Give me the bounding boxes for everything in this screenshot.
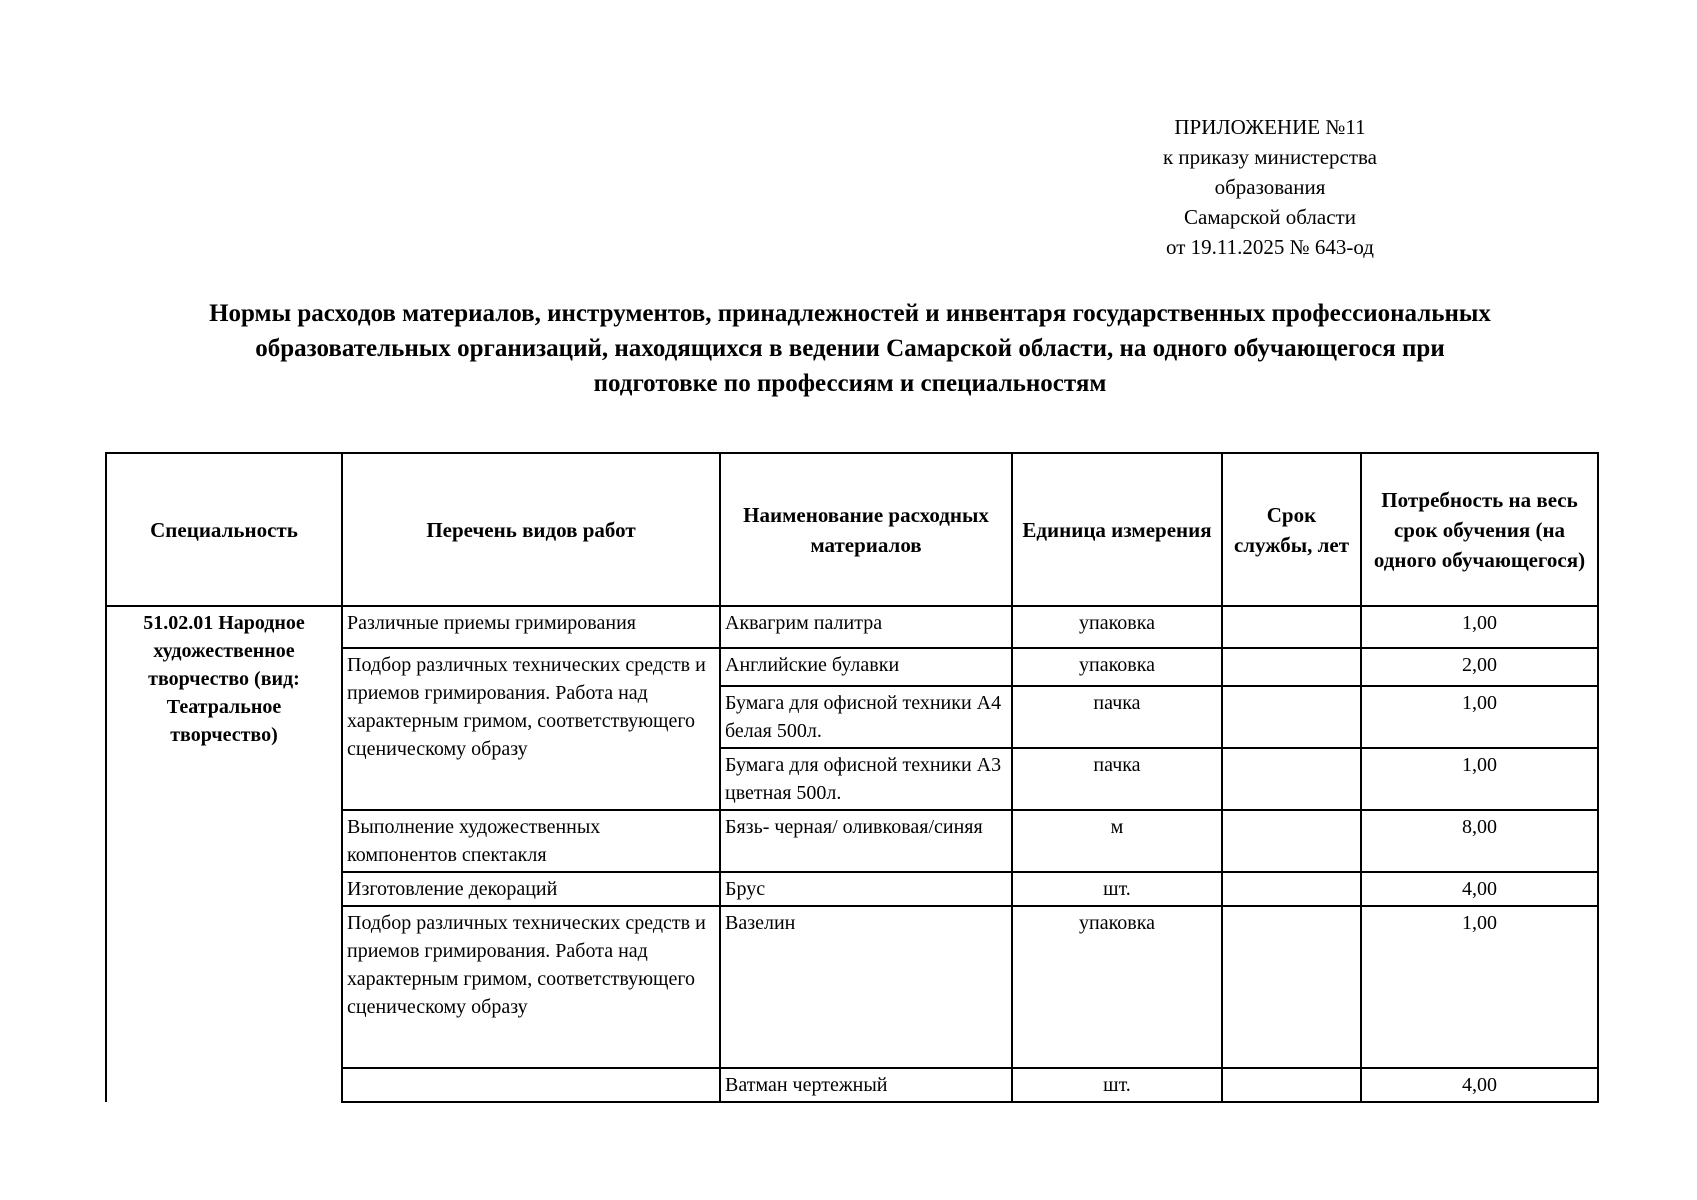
header-materials: Наименование расходных материалов bbox=[720, 453, 1012, 606]
works-cell: Выполнение художественных компонентов спектакля bbox=[342, 810, 720, 872]
need-cell: 1,00 bbox=[1361, 748, 1598, 810]
need-cell: 1,00 bbox=[1361, 606, 1598, 648]
unit-cell: упаковка bbox=[1012, 648, 1222, 686]
works-cell: Различные приемы гримирования bbox=[342, 606, 720, 648]
appendix-line: ПРИЛОЖЕНИЕ №11 bbox=[1174, 115, 1366, 139]
title-line: образовательных организаций, находящихся в ведении Самарской области, на одного обучающегося при bbox=[255, 335, 1445, 362]
table-row bbox=[106, 606, 1598, 648]
header-unit: Единица измерения bbox=[1012, 453, 1222, 606]
unit-cell: пачка bbox=[1012, 686, 1222, 748]
unit-cell: упаковка bbox=[1012, 606, 1222, 648]
header-need: Потребность на весь срок обучения (на одного обучающегося) bbox=[1361, 453, 1598, 606]
appendix-line: к приказу министерства bbox=[1162, 145, 1378, 169]
need-cell: 4,00 bbox=[1361, 872, 1598, 906]
material-cell: Английские булавки bbox=[720, 648, 1012, 686]
need-cell: 4,00 bbox=[1361, 1068, 1598, 1102]
works-cell: Изготовление декораций bbox=[342, 872, 720, 906]
need-cell: 2,00 bbox=[1361, 648, 1598, 686]
service-life-cell bbox=[1222, 906, 1361, 1068]
service-life-cell bbox=[1222, 606, 1361, 648]
title-line: Нормы расходов материалов, инструментов, принадлежностей и инвентаря государственных профессиональных bbox=[209, 300, 1491, 327]
appendix-line: от 19.11.2025 № 643-од bbox=[1166, 235, 1374, 259]
works-cell bbox=[342, 1068, 720, 1102]
service-life-cell bbox=[1222, 686, 1361, 748]
service-life-cell bbox=[1222, 810, 1361, 872]
material-cell: Бумага для офисной техники А3 цветная 500л. bbox=[720, 748, 1012, 810]
specialty-cell: 51.02.01 Народное художественное творчество (вид: Театральное творчество) bbox=[106, 606, 342, 1102]
service-life-cell bbox=[1222, 1068, 1361, 1102]
material-cell: Аквагрим палитра bbox=[720, 606, 1012, 648]
unit-cell: упаковка bbox=[1012, 906, 1222, 1068]
service-life-cell bbox=[1222, 872, 1361, 906]
unit-cell: шт. bbox=[1012, 1068, 1222, 1102]
need-cell: 1,00 bbox=[1361, 686, 1598, 748]
material-cell: Брус bbox=[720, 872, 1012, 906]
header-works: Перечень видов работ bbox=[342, 453, 720, 606]
appendix-line: Самарской области bbox=[1184, 205, 1356, 229]
norms-table bbox=[105, 452, 1599, 1103]
header-specialty: Специальность bbox=[106, 453, 342, 606]
need-cell: 8,00 bbox=[1361, 810, 1598, 872]
material-cell: Бязь- черная/ оливковая/синяя bbox=[720, 810, 1012, 872]
works-cell: Подбор различных технических средств и приемов гримирования. Работа над характерным гримом, соответствующего сценическому образу bbox=[342, 648, 720, 810]
service-life-cell bbox=[1222, 748, 1361, 810]
document-title bbox=[105, 296, 1595, 401]
works-cell: Подбор различных технических средств и приемов гримирования. Работа над характерным гримом, соответствующего сценическому образу bbox=[342, 906, 720, 1068]
table-header-row bbox=[106, 453, 1598, 606]
service-life-cell bbox=[1222, 648, 1361, 686]
material-cell: Ватман чертежный bbox=[720, 1068, 1012, 1102]
unit-cell: пачка bbox=[1012, 748, 1222, 810]
header-service-life: Срок службы, лет bbox=[1222, 453, 1361, 606]
unit-cell: м bbox=[1012, 810, 1222, 872]
appendix-line: образования bbox=[1214, 175, 1326, 199]
unit-cell: шт. bbox=[1012, 872, 1222, 906]
material-cell: Вазелин bbox=[720, 906, 1012, 1068]
appendix-block bbox=[1100, 112, 1440, 262]
material-cell: Бумага для офисной техники А4 белая 500л. bbox=[720, 686, 1012, 748]
title-line: подготовке по профессиям и специальностям bbox=[593, 370, 1107, 397]
need-cell: 1,00 bbox=[1361, 906, 1598, 1068]
